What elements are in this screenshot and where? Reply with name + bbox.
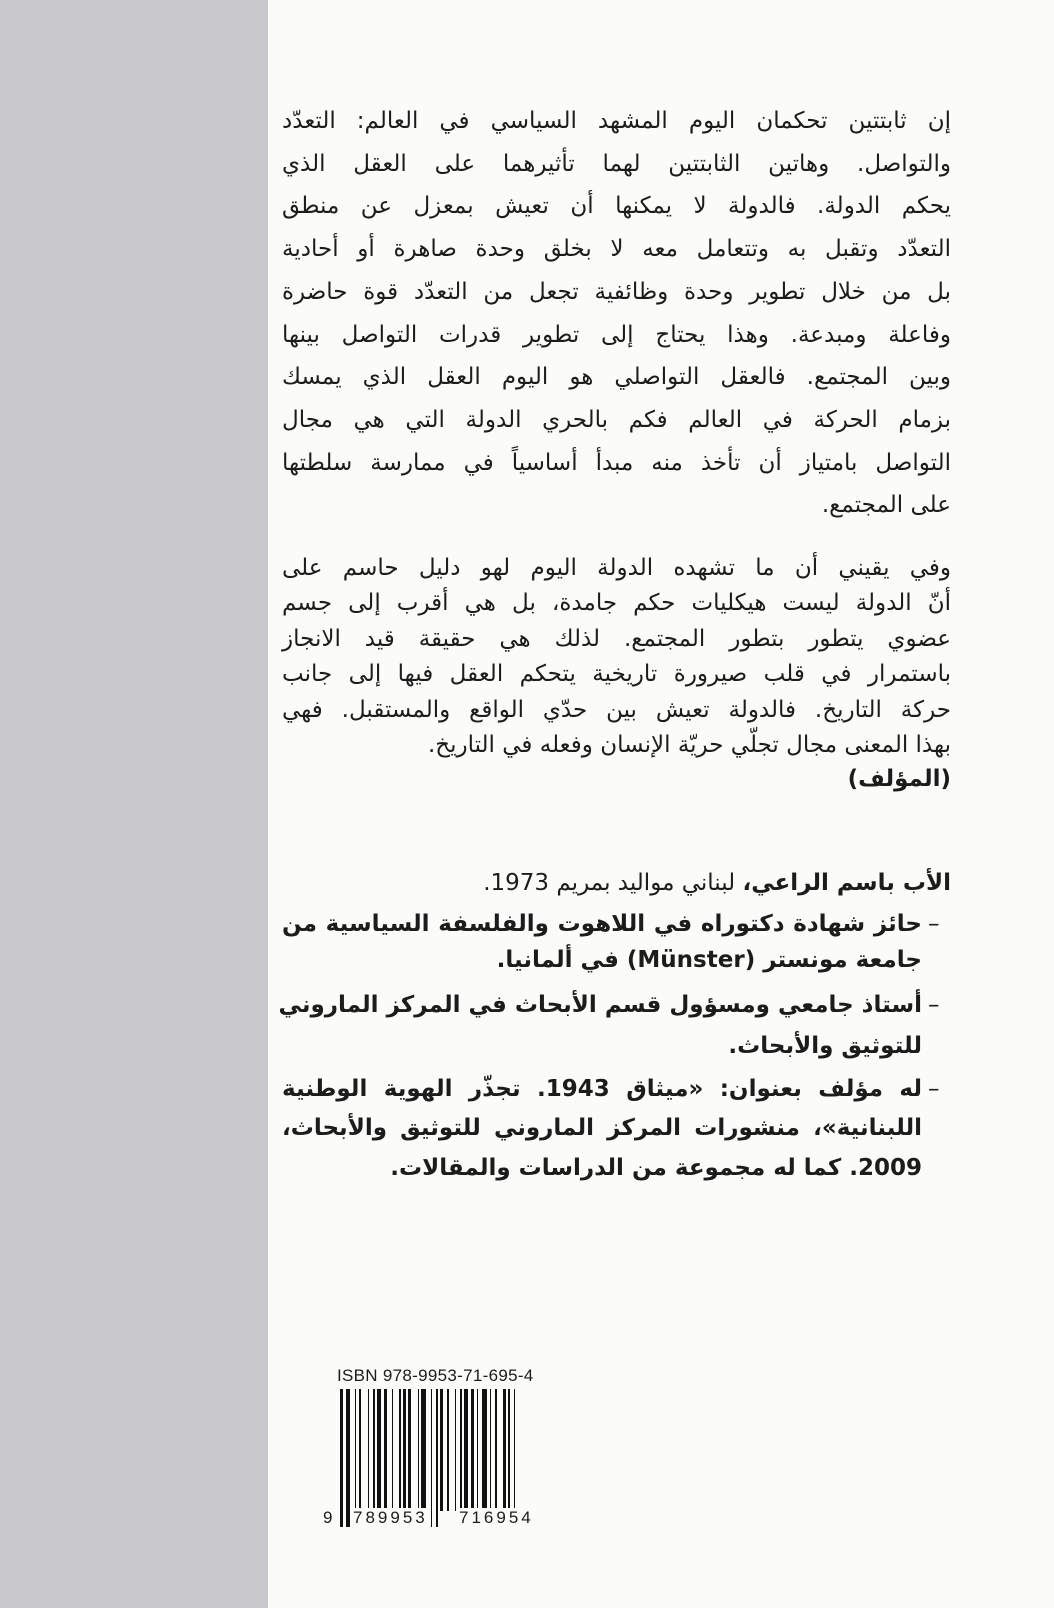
barcode-bar — [340, 1389, 343, 1527]
bullet-dash: – — [928, 992, 940, 1018]
bio-line: حائز شهادة دكتوراه في اللاهوت والفلسفة السياسية من — [282, 911, 922, 937]
blurb-line: أنّ الدولة ليست هيكليات حكم جامدة، بل هي أقرب إلى جسم — [282, 590, 951, 617]
blurb-line: على المجتمع. — [821, 492, 951, 519]
barcode-bar — [355, 1389, 356, 1511]
barcode-bar — [460, 1389, 461, 1511]
bio-line: 2009. كما له مجموعة من الدراسات والمقالات. — [390, 1155, 922, 1181]
barcode-bar — [346, 1389, 350, 1527]
barcode-bar — [471, 1389, 474, 1511]
blurb-line: وفاعلة ومبدعة. وهذا يحتاج إلى تطوير قدرات التواصل بينها — [282, 321, 951, 348]
barcode-bar — [431, 1389, 432, 1527]
barcode-bar — [392, 1389, 393, 1511]
blurb-line: وبين المجتمع. فالعقل التواصلي هو اليوم العقل الذي يمسك — [282, 364, 951, 391]
barcode-bar — [503, 1389, 506, 1511]
bio-line: للتوثيق والأبحاث. — [728, 1033, 922, 1059]
barcode-bar — [436, 1389, 437, 1527]
cover-spine-strip — [0, 0, 268, 1608]
barcode-bar — [421, 1389, 425, 1511]
isbn-label: ISBN 978-9953-71-695-4 — [337, 1366, 534, 1385]
author-bio-heading — [282, 868, 951, 898]
barcode-bar — [464, 1389, 468, 1511]
barcode-bar — [418, 1389, 419, 1511]
barcode-bar — [440, 1389, 443, 1511]
blurb-line: التعدّد وتقبل به وتتعامل معه لا بخلق وحدة صاهرة أو أحادية — [282, 236, 951, 263]
blurb-line: إن ثابتتين تحكمان اليوم المشهد السياسي في العالم: التعدّد — [282, 108, 951, 134]
bio-line: اللبنانية»، منشورات المركز الماروني للتوثيق والأبحاث، — [282, 1115, 922, 1141]
barcode-bar — [359, 1389, 362, 1511]
bio-line: أستاذ جامعي ومسؤول قسم الأبحاث في المركز الماروني — [278, 992, 922, 1018]
barcode-lead-digit: 9 — [323, 1508, 333, 1527]
blurb-line: التواصل بامتياز أن تأخذ منه مبدأ أساسياً في ممارسة سلطتها — [282, 449, 951, 476]
barcode-digits-right: 716954 — [459, 1508, 534, 1527]
author-intro: لبناني مواليد بمريم 1973. — [483, 870, 736, 896]
blurb-line: بزمام الحركة في العالم فكم بالحري الدولة التي هي مجال — [282, 406, 951, 433]
author-name: الأب باسم الراعي، — [742, 870, 951, 896]
blurb-line: باستمرار في قلب صيرورة تاريخية يتحكم العقل فيها إلى جانب — [282, 661, 951, 688]
bio-line: جامعة مونستر (Münster) في ألمانيا. — [496, 947, 922, 973]
bullet-dash: – — [928, 1076, 940, 1102]
barcode-bar — [403, 1389, 406, 1511]
blurb-line: عضوي يتطور بتطور المجتمع. لذلك هي حقيقة قيد الانجاز — [282, 625, 951, 652]
bullet-dash: – — [928, 911, 940, 937]
barcode-bar — [508, 1389, 509, 1527]
blurb-line: بل من خلال تطوير وحدة وظائفية تجعل من التعدّد قوة حاضرة — [282, 278, 951, 305]
barcode-bar — [377, 1389, 381, 1511]
blurb-line: بهذا المعنى مجال تجلّي حريّة الإنسان وفعله في التاريخ. — [427, 732, 951, 758]
blurb-line: وفي يقيني أن ما تشهده الدولة اليوم لهو دليل حاسم على — [282, 555, 951, 581]
author-signature: (المؤلف) — [847, 766, 951, 792]
barcode-bar — [447, 1389, 448, 1511]
barcode-bar — [384, 1389, 387, 1511]
blurb-line: يحكم الدولة. فالدولة لا يمكنها أن تعيش بمعزل عن منطق — [282, 193, 951, 220]
barcode-bar — [495, 1389, 496, 1511]
blurb-line: حركة التاريخ. فالدولة تعيش بين حدّي الواقع والمستقبل. فهي — [282, 696, 951, 723]
blurb-line: والتواصل. وهاتين الثابتتين لهما تأثيرهما على العقل الذي — [282, 150, 951, 177]
barcode-bar — [514, 1389, 515, 1527]
barcode-bar — [482, 1389, 486, 1511]
bio-line: له مؤلف بعنوان: «ميثاق 1943. تجذّر الهوية الوطنية — [282, 1076, 922, 1102]
barcode-bar — [408, 1389, 411, 1511]
barcode-bar — [477, 1389, 478, 1511]
barcode-digits-left: 789953 — [353, 1508, 428, 1527]
barcode-bar — [399, 1389, 400, 1511]
barcode-bar — [373, 1389, 374, 1511]
barcode-bar — [490, 1389, 491, 1511]
barcode-bar — [368, 1389, 369, 1511]
barcode — [340, 1389, 555, 1527]
barcode-bar — [455, 1389, 456, 1511]
